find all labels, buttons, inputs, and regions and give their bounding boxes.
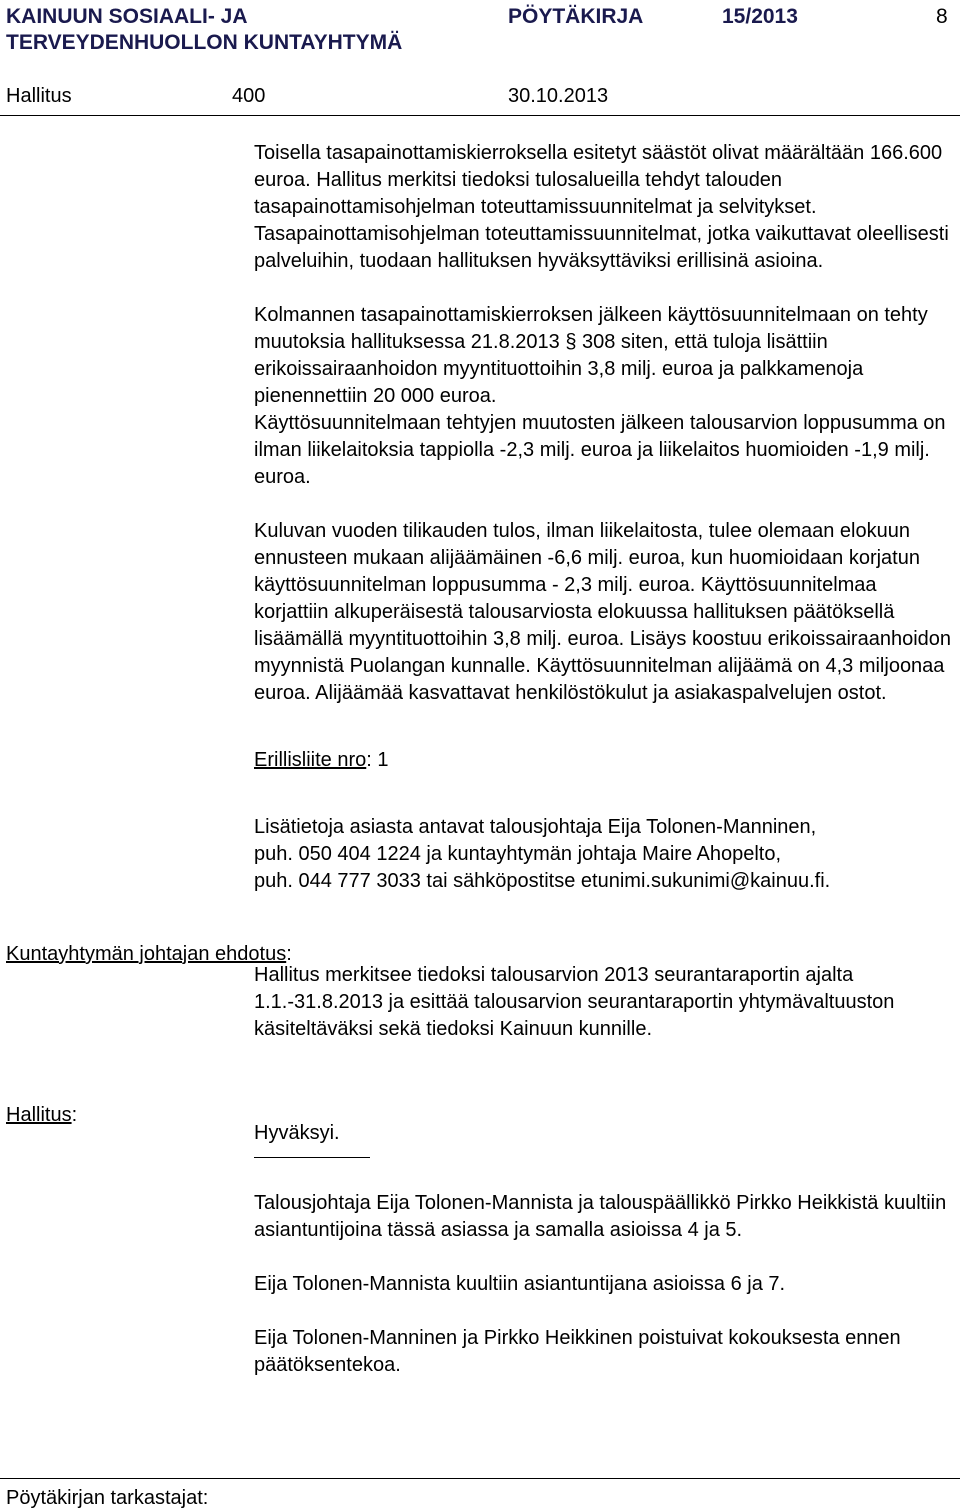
attachment-number: : 1 <box>366 749 389 771</box>
paragraph-forecast: Kuluvan vuoden tilikauden tulos, ilman liikelaitosta, tulee olemaan elokuun ennusteen mukaan alijäämäinen -6,6 milj. euroa, kun huomioidaan korjatun käyttösuunnitelman loppusumma - 2,3 milj. euroa. Käyttösuunnitelmaa korjattiin alkuperäisestä talousarviosta elokuussa hallituksen päätöksellä lisäämällä myyntituottoihin 3,8 milj. euroa. Lisäys koostuu erikoissairaanhoidon myynnistä Puolangan kunnalle. Käyttösuunnitelman alijäämä on 4,3 miljoonaa euroa. Alijäämää kasvattavat henkilöstökulut ja asiakaspalvelujen ostot. <box>254 520 952 704</box>
section-sign-icon: § <box>565 331 577 353</box>
contact-line-1: Lisätietoja asiasta antavat talousjohtaja Eija Tolonen-Manninen, <box>254 816 817 838</box>
director-proposal-text: Hallitus merkitsee tiedoksi talousarvion 2013 seurantaraportin ajalta 1.1.-31.8.2013 ja esittää talousarvion seurantaraportin yhtymävaltuuston käsiteltäväksi sekä tiedoksi Kainuun kunnille. <box>254 964 895 1040</box>
experts-heard-note: Talousjohtaja Eija Tolonen-Mannista ja talouspäällikkö Pirkko Heikkistä kuultiin asiantuntijoina tässä asiassa ja samalla asioissa 4 ja 5. <box>254 1192 947 1241</box>
minutes-reviewers-label: Pöytäkirjan tarkastajat: <box>6 1487 209 1509</box>
document-type: PÖYTÄKIRJA <box>508 5 644 28</box>
header-divider <box>0 115 960 116</box>
board-label: Hallitus: <box>6 1104 78 1126</box>
budget-changes-part-1: Kolmannen tasapainottamiskierroksen jälkeen käyttösuunnitelmaan on tehty muutoksia hallituksessa 21.8.2013 <box>254 304 928 353</box>
budget-changes-part-2: 308 siten, että tuloja lisättiin erikoissairaanhoidon myyntituottoihin 3,8 milj. euroa ja palkkamenoja pienennettiin 20 000 euroa. <box>254 331 864 407</box>
decision-underline <box>254 1157 370 1158</box>
page-number: 8 <box>936 5 948 28</box>
footer-divider <box>0 1478 960 1479</box>
paragraph-budget-changes <box>254 302 954 410</box>
meeting-date: 30.10.2013 <box>508 85 609 107</box>
contact-line-2: puh. 050 404 1224 ja kuntayhtymän johtaja Maire Ahopelto, <box>254 843 782 865</box>
document-number: 15/2013 <box>722 5 798 28</box>
organization-name: KAINUUN SOSIAALI- JA TERVEYDENHUOLLON KUNTAYHTYMÄ <box>6 5 403 54</box>
board-decision-text: Hyväksyi. <box>254 1122 340 1144</box>
contact-line-3: puh. 044 777 3033 tai sähköpostitse etunimi.sukunimi@kainuu.fi. <box>254 870 831 892</box>
main-text-column <box>254 140 954 1379</box>
attachment-label: Erillisliite nro <box>254 749 367 771</box>
paragraph-budget-result: Käyttösuunnitelmaan tehtyjen muutosten jälkeen talousarvion loppusumma on ilman liikelaitoksia tappiolla -2,3 milj. euroa ja liikelaitos huomioiden -1,9 milj. euroa. <box>254 412 946 488</box>
meeting-body: Hallitus <box>6 85 72 107</box>
paragraph-balancing-round: Toisella tasapainottamiskierroksella esitetyt säästöt olivat määrältään 166.600 euroa. Hallitus merkitsi tiedoksi tulosalueilla tehdyt talouden tasapainottamisohjelman toteuttamissuunnitelmat ja selvitykset. Tasapainottamisohjelman toteuttamissuunnitelmat, jotka vaikuttavat oleellisesti palveluihin, tuodaan hallituksen hyväksyttäviksi erillisinä asioina. <box>254 142 949 272</box>
director-proposal-label: Kuntayhtymän johtajan ehdotus: <box>6 943 292 965</box>
contact-information <box>254 814 954 895</box>
left-meeting-note: Eija Tolonen-Manninen ja Pirkko Heikkinen poistuivat kokouksesta ennen päätöksentekoa. <box>254 1327 901 1376</box>
expert-heard-note-2: Eija Tolonen-Mannista kuultiin asiantuntijana asioissa 6 ja 7. <box>254 1273 786 1295</box>
case-number: 400 <box>232 85 266 107</box>
attachment-reference <box>254 747 954 774</box>
